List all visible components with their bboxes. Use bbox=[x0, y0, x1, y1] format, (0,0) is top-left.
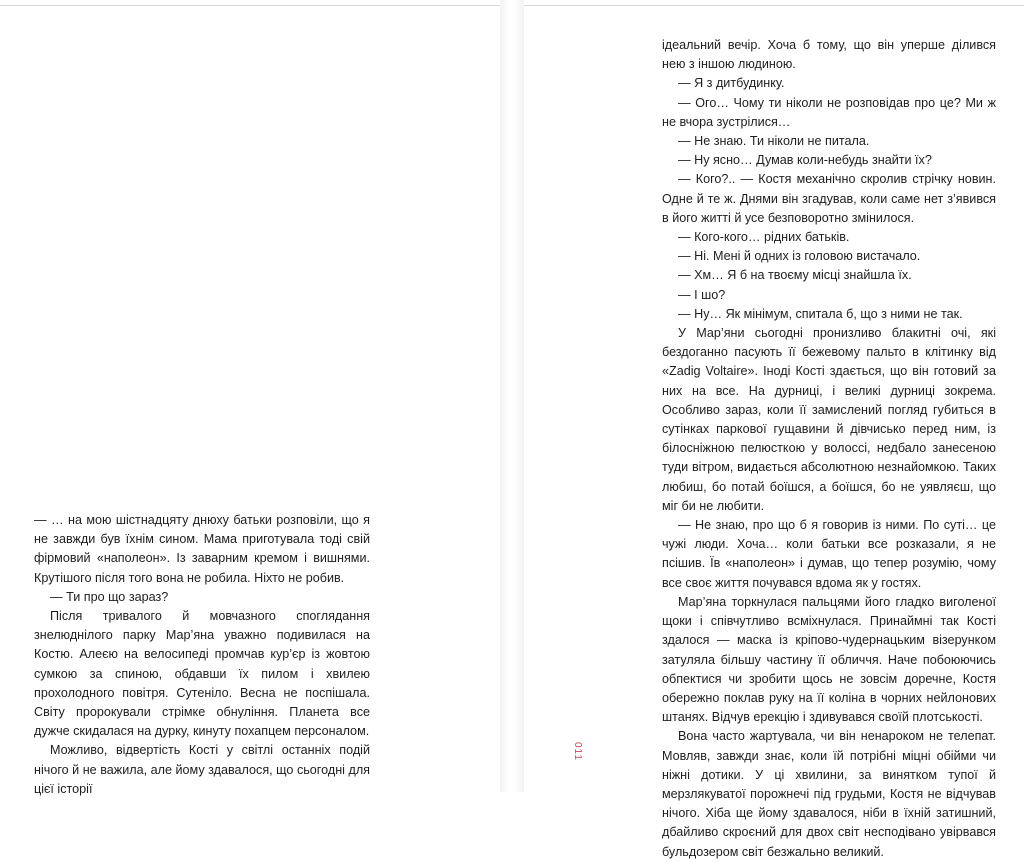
left-paragraph: — … на мою шістнадцяту днюху батьки розповіли, що я не завжди був їхнім сином. Мама приготувала тоді свій фірмовий «наполеон». Із заварним кремом і вишнями. Крутішого після того вона не робила. Ніхто не робив. bbox=[34, 513, 370, 585]
left-paragraph: — Ти про що зараз? bbox=[50, 589, 169, 604]
book-gutter bbox=[500, 0, 524, 792]
right-page-text bbox=[662, 36, 996, 862]
page-number: 011 bbox=[572, 742, 583, 761]
right-paragraph: Мар’яна торкнулася пальцями його гладко виголеної щоки і співчутливо всміхнулася. Принаймні так Кості здалося — маска із кріпово-чудернацьким візерунком затуляла більшу частину її обличчя. Наче побоюючись обпектися чи зробити щось не зовсім доречне, Костя обережно поклав руку на її коліна в чорних нейлонових штанях. Відчув ерекцію і здивувався своїй плотськості. bbox=[662, 594, 996, 725]
right-paragraph: — Ні. Мені й одних із головою вистачало. bbox=[678, 249, 921, 264]
right-page-edge bbox=[524, 5, 1024, 6]
left-page-text bbox=[34, 511, 370, 799]
right-paragraph: — Не знаю. Ти ніколи не питала. bbox=[678, 134, 870, 149]
right-paragraph: — Хм… Я б на твоєму місці знайшла їх. bbox=[678, 268, 912, 283]
right-paragraph: — І шо? bbox=[678, 287, 726, 302]
right-paragraph: Вона часто жартувала, чи він ненароком не телепат. Мовляв, завжди знає, коли їй потрібні міцні обійми чи ніжні дотики. У ці хвилини, за винятком тупої й мерзлякуватої порожнечі під грудьми, Костя не відчував нічого. Хіба ще йому здавалося, ніби в їхній затишний, дбайливо скроєний для двох світ несподівано увірвався бульдозером світ безжально великий. bbox=[662, 729, 996, 859]
left-page-edge bbox=[0, 5, 500, 6]
left-paragraph: Після тривалого й мовчазного споглядання знелюднілого парку Мар’яна уважно подивилася на Костю. Алеєю на велосипеді промчав кур’єр із жовтою сумкою за спиною, обдавши їх пилом і хвилею прохолодного повітря. Сутеніло. Весна не поспішала. Світу пророкували стрімке обнуління. Планета все дужче скидалася на дурку, кинуту похапцем персоналом. bbox=[34, 609, 370, 739]
right-paragraph: — Ого… Чому ти ніколи не розповідав про це? Ми ж не вчора зустрілися… bbox=[662, 95, 996, 129]
right-paragraph: У Мар’яни сьогодні пронизливо блакитні очі, які бездоганно пасують її бежевому пальто в клітинку від «Zadig Voltaire». Іноді Кості здається, що він готовий за них на все. На дурниці, і великі дурниці зокрема. Особливо зараз, коли її замислений погляд губиться в сутінках паркової гущавини й дівчисько перед ним, із білосніжною пелюсткою у волоссі, недбало занесеною туди вітром, видається абсолютною незнайомкою. Таких любиш, бо потай боїшся, а боїшся, бо не уявляєш, що міг би не любити. bbox=[662, 326, 996, 513]
right-paragraph: — Кого-кого… рідних батьків. bbox=[678, 230, 850, 245]
right-paragraph: — Не знаю, про що б я говорив із ними. По суті… це чужі люди. Хоча… коли батьки все розказали, я не псішив. Їв «наполеон» і думав, що тепер розумію, чому все своє життя почувався вдома як у гостях. bbox=[662, 518, 996, 590]
right-paragraph: — Ну… Як мінімум, спитала б, що з ними не так. bbox=[678, 306, 963, 321]
right-paragraph: — Я з дитбудинку. bbox=[678, 76, 785, 91]
right-paragraph: — Ну ясно… Думав коли-небудь знайти їх? bbox=[678, 153, 932, 168]
right-paragraph: ідеальний вечір. Хоча б тому, що він уперше ділився нею з іншою людиною. bbox=[662, 38, 996, 72]
left-paragraph: Можливо, відвертість Кості у світлі останніх подій нічого й не важила, але йому здавалося, що сьогодні для цієї історії bbox=[34, 743, 370, 796]
right-paragraph: — Кого?.. — Костя механічно скролив стрічку новин. Одне й те ж. Днями він згадував, коли саме нет з’явився в його житті й усе безповоротно змінилося. bbox=[662, 172, 996, 225]
